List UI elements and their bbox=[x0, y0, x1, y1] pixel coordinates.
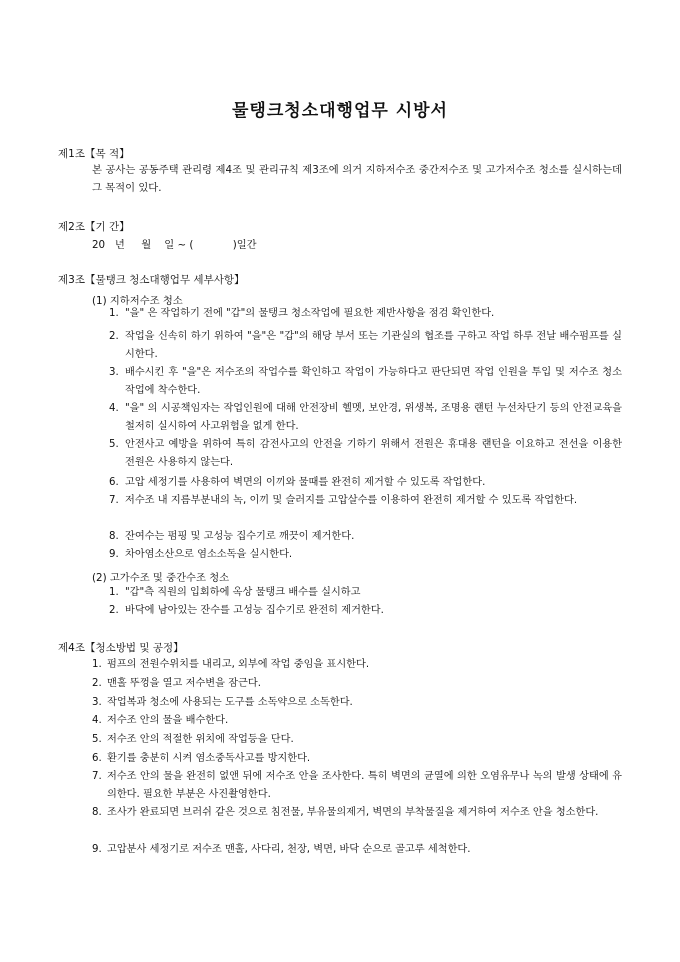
list-item: 1. "을" 은 작업하기 전에 "갑"의 물탱크 청소작업에 필요한 제반사항을 점검 확인한다. bbox=[109, 308, 495, 319]
list-item: 4. "을" 의 시공책임자는 작업인원에 대해 안전장비 헬멧, 보안경, 위생복, 조명용 랜턴 누선차단기 등의 안전교육을 철저히 실시하여 사고위험을 없게 한다. bbox=[109, 403, 622, 432]
subsection-1-label: (1) 지하저수조 청소 bbox=[92, 295, 183, 307]
article-2-heading: 제2조【기 간】 bbox=[58, 221, 130, 233]
list-item: 9. 차아염소산으로 염소소독을 실시한다. bbox=[109, 549, 293, 560]
article-1-body: 본 공사는 공동주택 관리령 제4조 및 관리규칙 제3조에 의거 지하저수조 중간저수조 및 고가저수조 청소를 실시하는데 그 목적이 있다. bbox=[92, 164, 623, 194]
article-1-heading: 제1조【목 적】 bbox=[58, 148, 130, 160]
list-item: 1. 펌프의 전원수위치를 내리고, 외부에 작업 중임을 표시한다. bbox=[92, 659, 370, 670]
article-3-heading: 제3조【물탱크 청소대행업무 세부사항】 bbox=[58, 274, 245, 286]
article-4-heading: 제4조【청소방법 및 공정】 bbox=[58, 642, 184, 654]
list-item: 9. 고압분사 세정기로 저수조 맨홀, 사다리, 천장, 벽면, 바닥 순으로 골고루 세척한다. bbox=[92, 844, 471, 855]
list-item: 7. 저수조 내 지름부분내의 녹, 이끼 및 슬러지를 고압살수를 이용하여 완전히 제거할 수 있도록 작업한다. bbox=[109, 495, 578, 506]
list-item: 1. "갑"측 직원의 입회하에 옥상 물탱크 배수를 실시하고 bbox=[109, 587, 361, 598]
list-item: 3. 작업복과 청소에 사용되는 도구를 소독약으로 소독한다. bbox=[92, 697, 353, 708]
article-2-body: 20 년 월 일 ~ ( )일간 bbox=[92, 239, 257, 251]
list-item: 2. 바닥에 남아있는 잔수를 고성능 집수기로 완전히 제거한다. bbox=[109, 605, 384, 616]
subsection-2-label: (2) 고가수조 및 중간수조 청소 bbox=[92, 572, 230, 584]
list-item: 2. 작업을 신속히 하기 위하여 "을"은 "갑"의 해당 부서 또는 기관실의 협조를 구하고 작업 하루 전날 배수펌프를 실시한다. bbox=[109, 331, 622, 360]
list-item: 2. 맨홀 뚜껑을 열고 저수변을 잠근다. bbox=[92, 678, 261, 689]
list-item: 6. 환기를 충분히 시켜 염소중독사고를 방지한다. bbox=[92, 753, 311, 764]
document-title: 물탱크청소대행업무 시방서 bbox=[232, 101, 448, 121]
list-item: 7. 저수조 안의 물을 완전히 없앤 뒤에 저수조 안을 조사한다. 특히 벽면의 균열에 의한 오염유무나 녹의 발생 상태에 유의한다. 필요한 부분은 사진촬영한다. bbox=[92, 771, 622, 800]
list-item: 5. 안전사고 예방을 위하여 특히 감전사고의 안전을 기하기 위해서 전원은 휴대용 랜턴을 이요하고 전선을 이용한 전원은 사용하지 않는다. bbox=[109, 439, 622, 468]
list-item: 8. 조사가 완료되면 브러쉬 같은 것으로 침전물, 부유물의제거, 벽면의 부착물질을 제거하여 저수조 안을 청소한다. bbox=[92, 807, 599, 818]
list-item: 4. 저수조 안의 물을 배수한다. bbox=[92, 715, 229, 726]
list-item: 3. 배수시킨 후 "을"은 저수조의 작업수를 확인하고 작업이 가능하다고 판단되면 작업 인원을 투입 및 저수조 청소작업에 착수한다. bbox=[109, 367, 622, 396]
list-item: 6. 고압 세정기를 사용하여 벽면의 이끼와 물때를 완전히 제거할 수 있도록 작업한다. bbox=[109, 477, 486, 488]
list-item: 8. 잔여수는 펌핑 및 고성능 집수기로 깨끗이 제거한다. bbox=[109, 531, 355, 542]
list-item: 5. 저수조 안의 적절한 위치에 작업등을 단다. bbox=[92, 734, 294, 745]
